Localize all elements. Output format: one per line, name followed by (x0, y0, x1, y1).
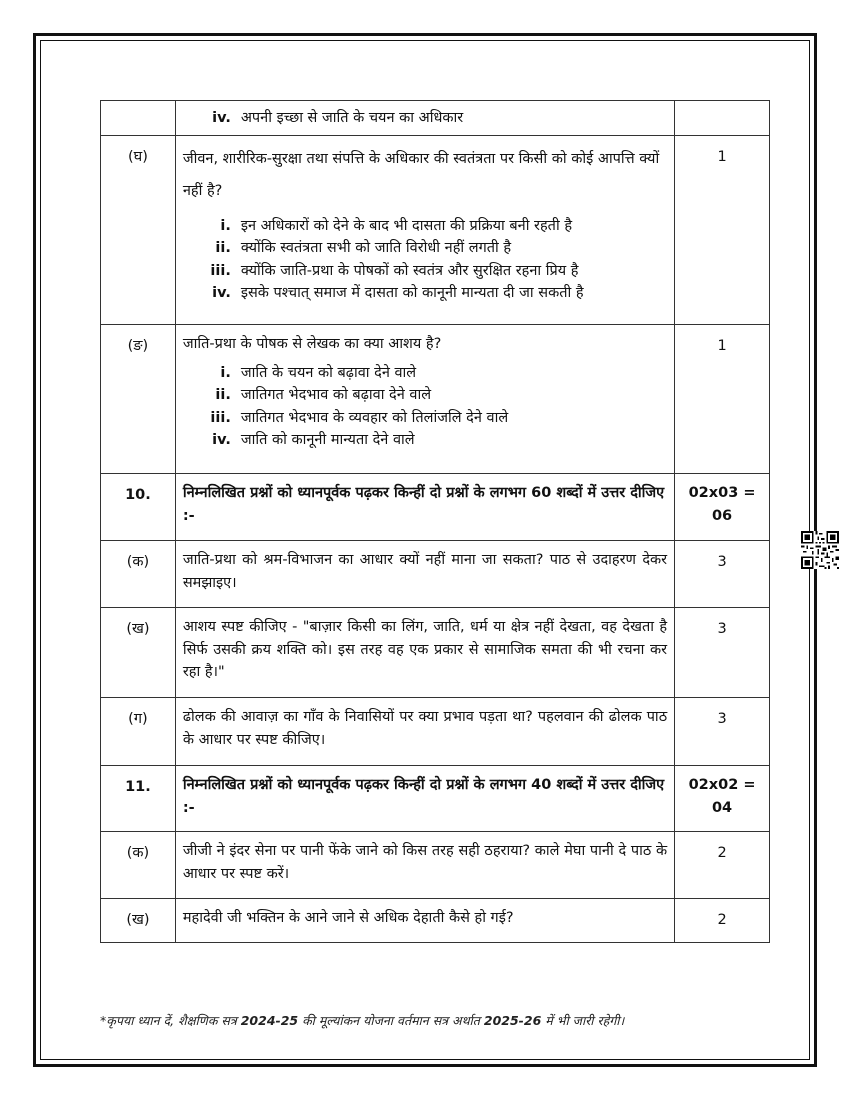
question-text: जाति-प्रथा को श्रम-विभाजन का आधार क्यों नहीं माना जा सकता? पाठ से उदाहरण देकर समझाइए। (175, 541, 674, 608)
footnote-text: *कृपया ध्यान दें, शैक्षणिक सत्र (100, 1013, 241, 1028)
table-row (101, 541, 770, 608)
question-number: (क) (101, 541, 176, 608)
option-item (183, 407, 667, 429)
option-item (183, 429, 667, 451)
option-text: जातिगत भेदभाव के व्यवहार को तिलांजलि देने वाले (240, 409, 509, 426)
marks-cell: 3 (675, 608, 770, 698)
table-row (101, 136, 770, 325)
section-instruction: निम्नलिखित प्रश्नों को ध्यानपूर्वक पढ़कर किन्हीं दो प्रश्नों के लगभग 40 शब्दों में उत्तर दीजिए :- (175, 766, 674, 832)
marks-cell: 02x02 = 04 (675, 766, 770, 832)
option-label: i. (220, 364, 231, 381)
marks-cell: 02x03 = 06 (675, 474, 770, 541)
section-instruction: निम्नलिखित प्रश्नों को ध्यानपूर्वक पढ़कर किन्हीं दो प्रश्नों के लगभग 60 शब्दों में उत्तर दीजिए :- (175, 474, 674, 541)
question-number: (ग) (101, 698, 176, 766)
table-row (101, 832, 770, 899)
option-text: इन अधिकारों को देने के बाद भी दासता की प्रक्रिया बनी रहती है (240, 217, 573, 234)
table-row (101, 899, 770, 943)
question-number: (ङ) (101, 325, 176, 474)
option-item (183, 362, 667, 384)
table-row (101, 474, 770, 541)
table-row (101, 608, 770, 698)
table-row (101, 698, 770, 766)
qr-code-icon (801, 531, 839, 569)
option-label: iv. (212, 432, 231, 449)
marks-cell: 1 (675, 325, 770, 474)
option-text: क्योंकि स्वतंत्रता सभी को जाति विरोधी नहीं लगती है (240, 240, 512, 257)
question-number: (क) (101, 832, 176, 899)
table-row (101, 325, 770, 474)
option-item (183, 215, 667, 237)
footnote-year: 2024-25 (240, 1013, 299, 1028)
question-number: (ख) (101, 899, 176, 943)
question-text: जीजी ने इंदर सेना पर पानी फेंके जाने को किस तरह सही ठहराया? काले मेघा पानी दे पाठ के आधार पर स्पष्ट करें। (175, 832, 674, 899)
option-text: जातिगत भेदभाव को बढ़ावा देने वाले (240, 387, 432, 404)
option-item (183, 237, 667, 259)
option-label: i. (220, 217, 231, 234)
question-number: (घ) (101, 136, 176, 325)
marks-cell: 2 (675, 832, 770, 899)
marks-cell: 1 (675, 136, 770, 325)
option-text: जाति को कानूनी मान्यता देने वाले (240, 432, 415, 449)
question-number: 10. (101, 474, 176, 541)
question-body (175, 136, 674, 325)
footnote-text: की मूल्यांकन योजना वर्तमान सत्र अर्थात (298, 1013, 484, 1028)
marks-cell: 2 (675, 899, 770, 943)
question-body (175, 325, 674, 474)
question-number: (ख) (101, 608, 176, 698)
option-text: क्योंकि जाति-प्रथा के पोषकों को स्वतंत्र और सुरक्षित रहना प्रिय है (240, 262, 579, 279)
option-item (183, 282, 667, 304)
question-text: जीवन, शारीरिक-सुरक्षा तथा संपत्ति के अधिकार की स्वतंत्रता पर किसी को कोई आपत्ति क्यों नहीं है? (182, 151, 660, 199)
option-label: iii. (210, 262, 231, 279)
option-text: जाति के चयन को बढ़ावा देने वाले (240, 364, 417, 381)
option-label: ii. (215, 387, 231, 404)
option-label: iv. (212, 110, 231, 126)
question-text: आशय स्पष्ट कीजिए - "बाज़ार किसी का लिंग, जाति, धर्म या क्षेत्र नहीं देखता, वह देखता है सिर्फ उसकी क्रय शक्ति को। इस तरह वह एक प्रकार से सामाजिक समता की भी रचना कर रहा है।" (175, 608, 674, 698)
footnote-year: 2025-26 (483, 1013, 542, 1028)
table-row (101, 766, 770, 832)
option-text: इसके पश्चात् समाज में दासता को कानूनी मान्यता दी जा सकती है (240, 285, 584, 302)
option-item (183, 260, 667, 282)
question-table (100, 100, 770, 943)
option-label: ii. (215, 240, 231, 257)
question-body (175, 101, 674, 136)
option-item (183, 384, 667, 406)
marks-cell: 3 (675, 698, 770, 766)
footnote-text: में भी जारी रहेगी। (541, 1013, 625, 1028)
options-list (183, 215, 667, 305)
option-item (183, 107, 667, 129)
question-text: महादेवी जी भक्तिन के आने जाने से अधिक देहाती कैसे हो गई? (175, 899, 674, 943)
option-label: iv. (212, 285, 231, 302)
question-number (101, 101, 176, 136)
option-label: iii. (210, 409, 231, 426)
table-row (101, 101, 770, 136)
options-list (183, 362, 667, 452)
marks-cell: 3 (675, 541, 770, 608)
footnote (100, 1012, 760, 1029)
question-text: जाति-प्रथा के पोषक से लेखक का क्या आशय है? (182, 336, 442, 353)
question-text: ढोलक की आवाज़ का गाँव के निवासियों पर क्या प्रभाव पड़ता था? पहलवान की ढोलक पाठ के आधार पर स्पष्ट कीजिए। (175, 698, 674, 766)
marks-cell (675, 101, 770, 136)
option-text: अपनी इच्छा से जाति के चयन का अधिकार (240, 110, 464, 126)
question-number: 11. (101, 766, 176, 832)
